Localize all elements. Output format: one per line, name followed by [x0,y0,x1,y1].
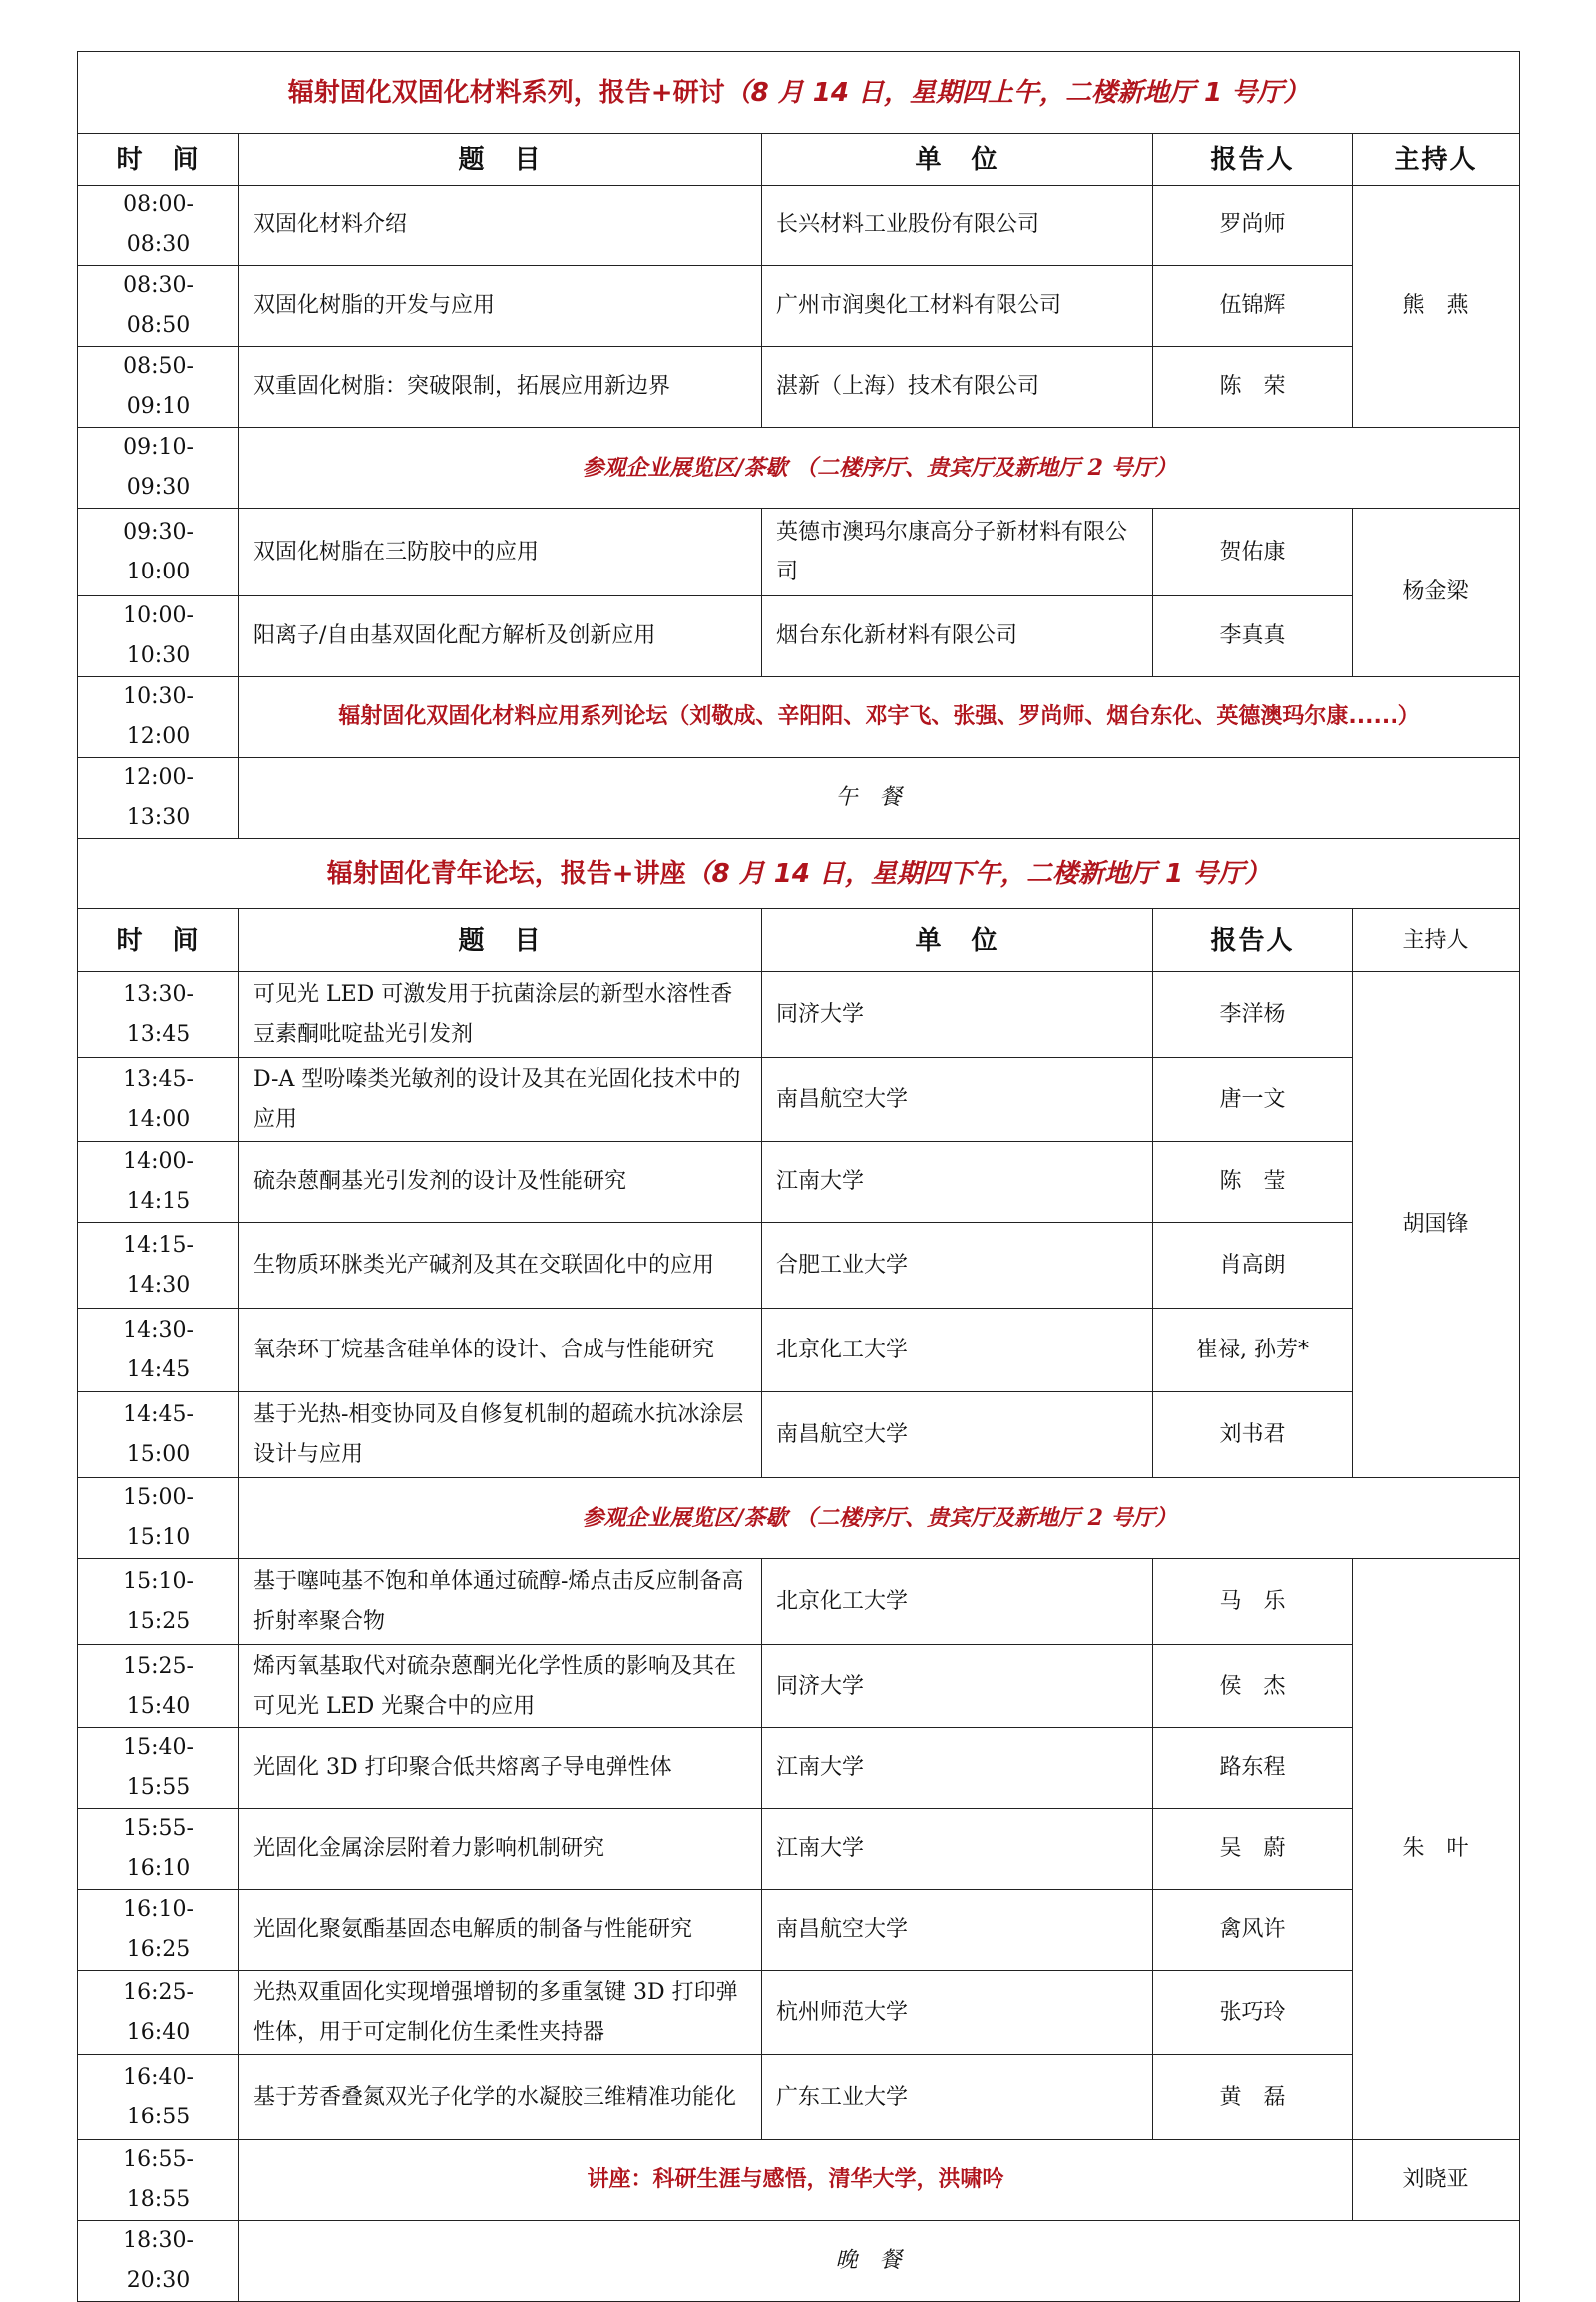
table-row [78,1223,1520,1309]
unit-cell: 南昌航空大学 [762,1058,1153,1142]
unit-cell: 英德市澳玛尔康高分子新材料有限公司 [762,509,1153,596]
speaker-cell: 马 乐 [1153,1559,1353,1645]
topic-cell: 双固化材料介绍 [239,186,762,266]
speaker-cell: 李洋杨 [1153,972,1353,1058]
host-cell: 朱 叶 [1353,1559,1520,2140]
speaker-cell: 崔禄, 孙芳* [1153,1309,1353,1392]
time-cell: 08:00-08:30 [78,186,239,266]
unit-cell: 合肥工业大学 [762,1223,1153,1309]
unit-cell: 同济大学 [762,1645,1153,1728]
table-row [78,2055,1520,2140]
unit-cell: 南昌航空大学 [762,1392,1153,1478]
session1-title: 辐射固化双固化材料系列，报告+研讨（8 月 14 日，星期四上午，二楼新地厅 1 号厅） [78,52,1520,134]
topic-cell: 基于芳香叠氮双光子化学的水凝胶三维精准功能化 [239,2055,762,2140]
table-row [78,1809,1520,1890]
header-speaker: 报告人 [1153,134,1353,186]
time-cell: 15:10-15:25 [78,1559,239,1645]
time-cell: 16:10-16:25 [78,1890,239,1971]
topic-cell: 硫杂蒽酮基光引发剂的设计及性能研究 [239,1142,762,1223]
table-row [78,1645,1520,1728]
header-host: 主持人 [1353,909,1520,972]
topic-cell: 光固化金属涂层附着力影响机制研究 [239,1809,762,1890]
unit-cell: 广州市润奥化工材料有限公司 [762,266,1153,347]
host-cell: 刘晓亚 [1353,2140,1520,2221]
table-row [78,1890,1520,1971]
speaker-cell: 陈 荣 [1153,347,1353,428]
topic-cell: D-A 型吩嗪类光敏剂的设计及其在光固化技术中的应用 [239,1058,762,1142]
speaker-cell: 李真真 [1153,596,1353,677]
tea-break-text: 参观企业展览区/茶歇 （二楼序厅、贵宾厅及新地厅 2 号厅） [239,428,1520,509]
forum-row [78,677,1520,758]
table-row [78,1058,1520,1142]
unit-cell: 江南大学 [762,1142,1153,1223]
topic-cell: 基于噻吨基不饱和单体通过硫醇-烯点击反应制备高折射率聚合物 [239,1559,762,1645]
meal-row [78,758,1520,839]
unit-cell: 南昌航空大学 [762,1890,1153,1971]
time-cell: 14:00-14:15 [78,1142,239,1223]
table-row [78,1728,1520,1809]
unit-cell: 湛新（上海）技术有限公司 [762,347,1153,428]
table-row [78,596,1520,677]
dinner-text: 晚餐 [239,2221,1520,2302]
break-row [78,428,1520,509]
tea-break-text: 参观企业展览区/茶歇 （二楼序厅、贵宾厅及新地厅 2 号厅） [239,1478,1520,1559]
speaker-cell: 肖高朗 [1153,1223,1353,1309]
header-topic: 题 目 [239,134,762,186]
speaker-cell: 禽风许 [1153,1890,1353,1971]
time-cell: 15:00-15:10 [78,1478,239,1559]
time-cell: 09:30-10:00 [78,509,239,596]
table-row [78,266,1520,347]
speaker-cell: 伍锦辉 [1153,266,1353,347]
session1-title-row [78,52,1520,134]
table-row [78,1559,1520,1645]
topic-cell: 光热双重固化实现增强增韧的多重氢键 3D 打印弹性体，用于可定制化仿生柔性夹持器 [239,1971,762,2055]
session2-header-row [78,909,1520,972]
time-cell: 18:30-20:30 [78,2221,239,2302]
unit-cell: 长兴材料工业股份有限公司 [762,186,1153,266]
table-row [78,509,1520,596]
header-unit: 单 位 [762,909,1153,972]
unit-cell: 江南大学 [762,1728,1153,1809]
meal-row [78,2221,1520,2302]
schedule-table [77,51,1520,2302]
time-cell: 15:25-15:40 [78,1645,239,1728]
session1-header-row [78,134,1520,186]
lecture-row [78,2140,1520,2221]
break-row [78,1478,1520,1559]
table-row [78,1392,1520,1478]
session2-title: 辐射固化青年论坛，报告+讲座（8 月 14 日，星期四下午，二楼新地厅 1 号厅） [78,839,1520,909]
header-topic: 题 目 [239,909,762,972]
topic-cell: 基于光热-相变协同及自修复机制的超疏水抗冰涂层设计与应用 [239,1392,762,1478]
time-cell: 16:40-16:55 [78,2055,239,2140]
table-row [78,972,1520,1058]
lunch-text: 午餐 [239,758,1520,839]
speaker-cell: 贺佑康 [1153,509,1353,596]
time-cell: 15:55-16:10 [78,1809,239,1890]
topic-cell: 生物质环脒类光产碱剂及其在交联固化中的应用 [239,1223,762,1309]
speaker-cell: 路东程 [1153,1728,1353,1809]
host-cell: 熊 燕 [1353,186,1520,428]
table-row [78,347,1520,428]
table-row [78,1142,1520,1223]
unit-cell: 广东工业大学 [762,2055,1153,2140]
host-cell: 杨金梁 [1353,509,1520,677]
time-cell: 14:45-15:00 [78,1392,239,1478]
unit-cell: 北京化工大学 [762,1309,1153,1392]
time-cell: 08:50-09:10 [78,347,239,428]
time-cell: 12:00-13:30 [78,758,239,839]
speaker-cell: 黄 磊 [1153,2055,1353,2140]
time-cell: 16:55-18:55 [78,2140,239,2221]
forum-text: 辐射固化双固化材料应用系列论坛（刘敬成、辛阳阳、邓宇飞、张强、罗尚师、烟台东化、英德澳玛尔康......） [239,677,1520,758]
topic-cell: 双重固化树脂：突破限制，拓展应用新边界 [239,347,762,428]
speaker-cell: 罗尚师 [1153,186,1353,266]
unit-cell: 烟台东化新材料有限公司 [762,596,1153,677]
topic-cell: 光固化 3D 打印聚合低共熔离子导电弹性体 [239,1728,762,1809]
topic-cell: 双固化树脂的开发与应用 [239,266,762,347]
time-cell: 14:15-14:30 [78,1223,239,1309]
speaker-cell: 张巧玲 [1153,1971,1353,2055]
time-cell: 14:30-14:45 [78,1309,239,1392]
topic-cell: 双固化树脂在三防胶中的应用 [239,509,762,596]
time-cell: 10:00-10:30 [78,596,239,677]
table-row [78,1971,1520,2055]
time-cell: 08:30-08:50 [78,266,239,347]
header-unit: 单 位 [762,134,1153,186]
header-time: 时 间 [78,134,239,186]
header-host: 主持人 [1353,134,1520,186]
unit-cell: 江南大学 [762,1809,1153,1890]
header-time: 时 间 [78,909,239,972]
unit-cell: 北京化工大学 [762,1559,1153,1645]
lecture-text: 讲座：科研生涯与感悟，清华大学，洪啸吟 [239,2140,1353,2221]
unit-cell: 同济大学 [762,972,1153,1058]
topic-cell: 光固化聚氨酯基固态电解质的制备与性能研究 [239,1890,762,1971]
topic-cell: 可见光 LED 可激发用于抗菌涂层的新型水溶性香豆素酮吡啶盐光引发剂 [239,972,762,1058]
time-cell: 16:25-16:40 [78,1971,239,2055]
topic-cell: 阳离子/自由基双固化配方解析及创新应用 [239,596,762,677]
header-speaker: 报告人 [1153,909,1353,972]
host-cell: 胡国锋 [1353,972,1520,1478]
time-cell: 10:30-12:00 [78,677,239,758]
table-row [78,186,1520,266]
speaker-cell: 陈 莹 [1153,1142,1353,1223]
time-cell: 13:30-13:45 [78,972,239,1058]
table-row [78,1309,1520,1392]
session2-title-row [78,839,1520,909]
time-cell: 13:45-14:00 [78,1058,239,1142]
speaker-cell: 唐一文 [1153,1058,1353,1142]
speaker-cell: 刘书君 [1153,1392,1353,1478]
unit-cell: 杭州师范大学 [762,1971,1153,2055]
topic-cell: 烯丙氧基取代对硫杂蒽酮光化学性质的影响及其在可见光 LED 光聚合中的应用 [239,1645,762,1728]
speaker-cell: 侯 杰 [1153,1645,1353,1728]
topic-cell: 氧杂环丁烷基含硅单体的设计、合成与性能研究 [239,1309,762,1392]
speaker-cell: 吴 蔚 [1153,1809,1353,1890]
time-cell: 15:40-15:55 [78,1728,239,1809]
time-cell: 09:10-09:30 [78,428,239,509]
